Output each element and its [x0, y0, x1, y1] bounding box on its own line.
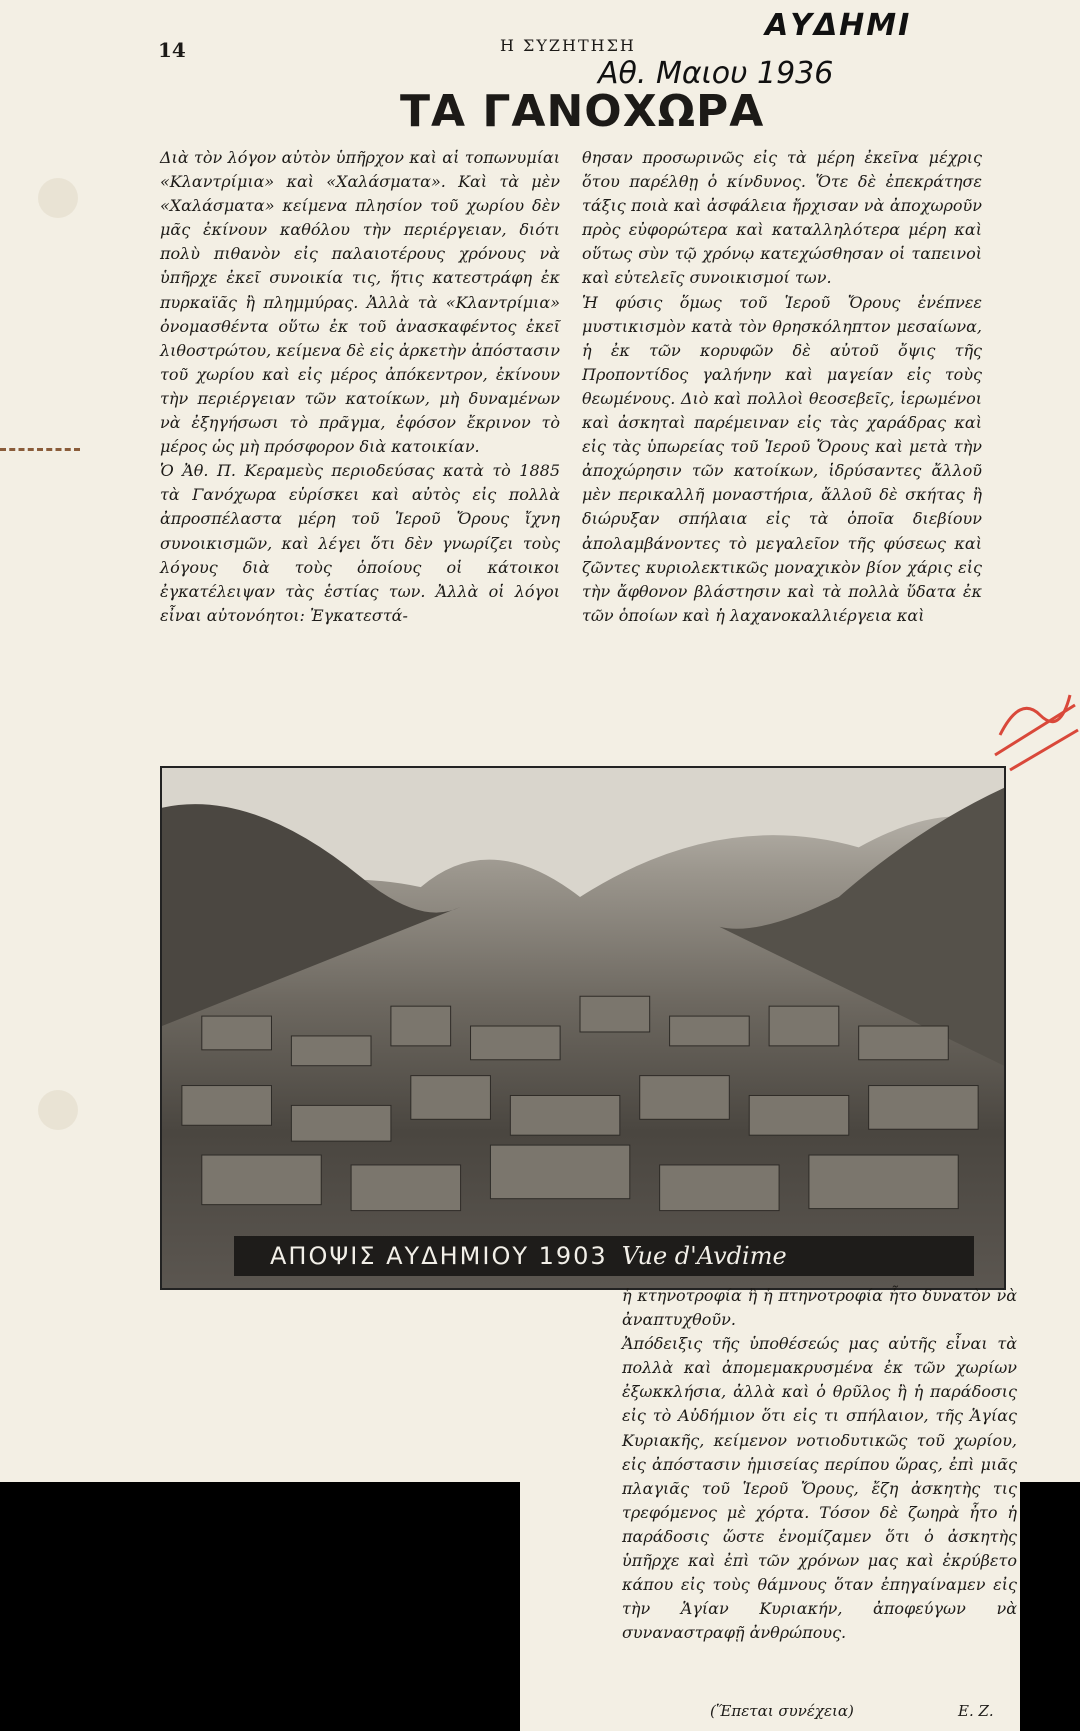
village-photo	[160, 766, 1006, 1290]
paragraph: ἡ κτηνοτροφία ἢ ἡ πτηνοτροφία ἦτο δυνατὸν νὰ ἀναπτυχθοῦν.	[622, 1286, 1017, 1330]
right-column	[582, 146, 982, 628]
author-signature: Ε. Ζ.	[958, 1702, 994, 1720]
fold-mark	[0, 448, 80, 451]
photo-caption-text: ΑΠΟΨΙΣ ΑΥΔΗΜΙΟΥ 1903	[270, 1242, 608, 1270]
photo-caption-french: Vue d'Avdime	[621, 1242, 787, 1270]
photo-caption	[234, 1236, 974, 1276]
paragraph: Ὁ Ἀθ. Π. Κεραμεὺς περιοδεύσας κατὰ τὸ 1885 τὰ Γανόχωρα εὑρίσκει καὶ αὐτὸς εἰς πολλὰ ἀπροσπέλαστα μέρη τοῦ Ἱεροῦ Ὄρους ἴχνη συνοικισμῶν, καὶ λέγει ὅτι δὲν γνωρίζει τοὺς λόγους διὰ τοὺς ὁποίους οἱ κάτοικοι ἐγκατέλειψαν τὰς ἑστίας των. Ἀλλὰ οἱ λόγοι εἶναι αὐτονόητοι: Ἐγκατεστά-	[160, 461, 560, 625]
paragraph: Ἡ φύσις ὅμως τοῦ Ἱεροῦ Ὄρους ἐνέπνεε μυστικισμὸν κατὰ τὸν θρησκόληπτον μεσαίωνα, ἡ ἐκ τῶν κορυφῶν δὲ αὐτοῦ ὄψις τῆς Προποντίδος γαλήνην καὶ μαγείαν εἰς τοὺς θεωμένους. Διὸ καὶ πολλοὶ θεοσεβεῖς, ἱερωμένοι καὶ ἀσκηταὶ παρέμειναν εἰς τὰς χαράδρας καὶ εἰς τὰς ὑπωρείας τοῦ Ἱεροῦ Ὄρους καὶ μετὰ τὴν ἀποχώρησιν τῶν κατοίκων, ἱδρύσαντες ἄλλοῦ μὲν περικαλλῆ μοναστήρια, ἄλλοῦ δὲ σκήτας ἢ διώρυξαν σπήλαια εἰς τὰ ὁποῖα διεβίουν ἀπολαμβάνοντες τὸ μεγαλεῖον τῆς φύσεως καὶ ζῶντες κυριολεκτικῶς μοναχικὸν βίον χάρις εἰς τὴν ἄφθονον βλάστησιν καὶ τὰ πολλὰ ὕδατα ἐκ τῶν ὁποίων καὶ ἡ λαχανοκαλλιέργεια καὶ	[582, 292, 982, 625]
punch-hole	[38, 1090, 78, 1130]
running-head: Η ΣΥΖΗΤΗΣΗ	[500, 36, 636, 55]
red-pencil-mark	[990, 685, 1080, 775]
article-title: ΤΑ ΓΑΝΟΧΩΡΑ	[400, 86, 765, 137]
paragraph: Ἀπόδειξις τῆς ὑποθέσεώς μας αὐτῆς εἶναι τὰ πολλὰ καὶ ἀπομεμακρυσμένα ἐκ τῶν χωρίων ἐξωκκλήσια, ἀλλὰ καὶ ὁ θρῦλος ἢ ἡ παράδοσις εἰς τὸ Αὐδήμιον ὅτι εἰς τι σπήλαιον, τῆς Ἁγίας Κυριακῆς, κείμενον νοτιοδυτικῶς τοῦ χωρίου, εἰς ἀπόστασιν ἡμισείας περίπου ὥρας, ἐπὶ μιᾶς πλαγιᾶς τοῦ Ἱεροῦ Ὄρους, ἔζη ἀσκητὴς τις τρεφόμενος μὲ χόρτα. Τόσον δὲ ζωηρὰ ἦτο ἡ παράδοσις ὥστε ἐνομίζαμεν ὅτι ὁ ἀσκητὴς ὑπῆρχε καὶ ἐπὶ τῶν χρόνων μας καὶ ἐκρύβετο κάπου εἰς τοὺς θάμνους ὅταν ἐπηγαίναμεν εἰς τὴν Ἁγίαν Κυριακήν, ἀποφεύγων νὰ συναναστραφῇ ἀνθρώπους.	[622, 1334, 1017, 1643]
continued-note: (Ἕπεται συνέχεια)	[710, 1702, 854, 1720]
village-photo-illustration	[162, 768, 1004, 1288]
page-number: 14	[158, 38, 186, 62]
paragraph: θησαν προσωρινῶς εἰς τὰ μέρη ἐκεῖνα μέχρις ὅτου παρέλθῃ ὁ κίνδυνος. Ὅτε δὲ ἐπεκράτησε τάξις ποιὰ καὶ ἀσφάλεια ἤρχισαν νὰ ἀποχωροῦν πρὸς εὐφορώτερα καὶ καταλληλότερα μέρη καὶ οὕτως σὺν τῷ χρόνῳ κατεχώσθησαν οἱ ταπεινοὶ καὶ εὐτελεῖς συνοικισμοί των.	[582, 148, 982, 288]
left-column	[160, 146, 560, 628]
paragraph: Διὰ τὸν λόγον αὐτὸν ὑπῆρχον καὶ αἱ τοπωνυμίαι «Κλαντρίμια» καὶ «Χαλάσματα». Καὶ τὰ μὲν «Χαλάσματα» κείμενα πλησίον τοῦ χωρίου δὲν μᾶς ἐκίνουν καθόλου τὴν περιέργειαν, διότι πολὺ πιθανὸν εἰς παλαιοτέρους χρόνους νὰ ὑπῆρχε ἐκεῖ συνοικία τις, ἥτις κατεστράφη ἐκ πυρκαϊᾶς ἢ πλημμύρας. Ἀλλὰ τὰ «Κλαντρίμια» ὀνομασθέντα οὕτω ἐκ τοῦ ἀνασκαφέντος ἐκεῖ λιθοστρώτου, κείμενα δὲ εἰς ἀρκετὴν ἀπόστασιν τοῦ χωρίου καὶ εἰς μέρος ἀπόκεντρον, ἐκίνουν τὴν περιέργειαν τῶν κατοίκων, μὴ δυναμένων νὰ ἐξηγήσωσι τὸ πρᾶγμα, ἐφόσον ἔκρινον τὸ μέρος ὡς μὴ πρόσφορον διὰ κατοικίαν.	[160, 148, 560, 457]
handwritten-note: ΑΥΔΗΜΙ	[765, 8, 912, 43]
bottom-column	[622, 1284, 1017, 1645]
handwritten-date: Αθ. Μαιου 1936	[598, 56, 834, 91]
punch-hole	[38, 178, 78, 218]
